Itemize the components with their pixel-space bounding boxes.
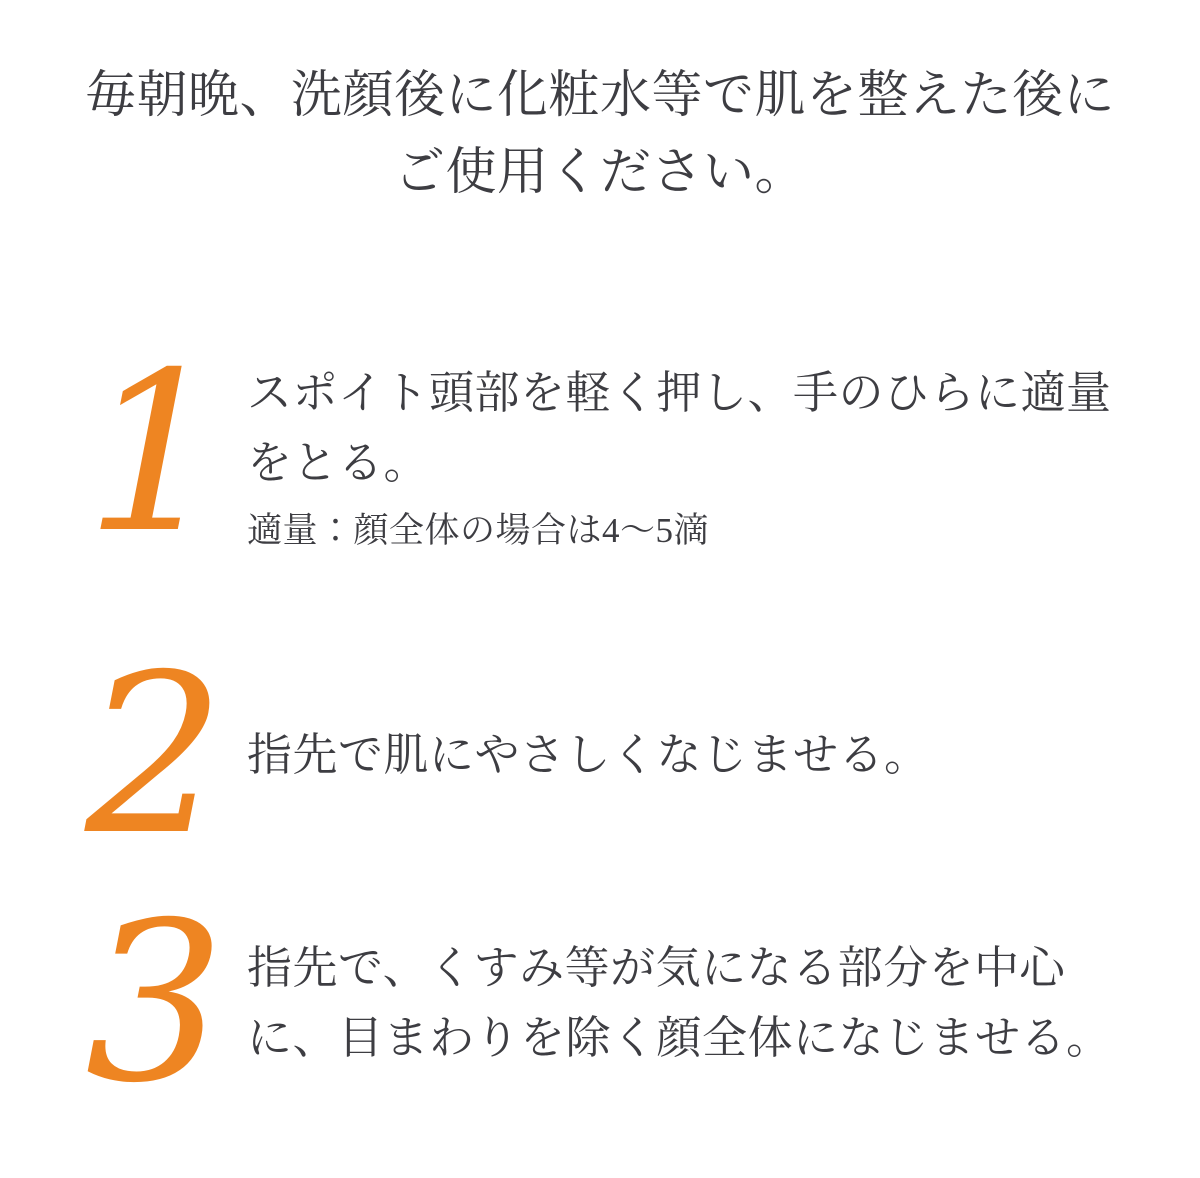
page-title-line1: 毎朝晩、洗顔後に化粧水等で肌を整えた後に [84,68,1115,124]
step-body-1 [247,358,1145,554]
step-item-2 [85,626,1145,883]
step-body-2 [247,720,1145,790]
usage-instructions-section [0,58,1200,1178]
page-title-line2: ご使用ください。 [393,144,806,201]
step-number-1: 1 [85,325,225,581]
step-list [0,325,1200,1131]
step-number-2: 2 [85,626,225,883]
usage-page [0,58,1200,1178]
step-text-3: 指先で、くすみ等が気になる部分を中心に、目まわりを除く顔全体になじませる。 [247,942,1112,1063]
step-item-1 [85,325,1145,581]
step-note-1: 適量：顔全体の場合は4〜5滴 [247,511,710,551]
step-item-3 [85,874,1145,1131]
page-title [0,58,1200,211]
step-text-2: 指先で肌にやさしくなじませる。 [247,729,930,780]
step-number-3: 3 [85,874,225,1131]
step-text-1: スポイト頭部を軽く押し、手のひらに適量をとる。 [247,368,1112,489]
step-body-3 [247,933,1145,1073]
